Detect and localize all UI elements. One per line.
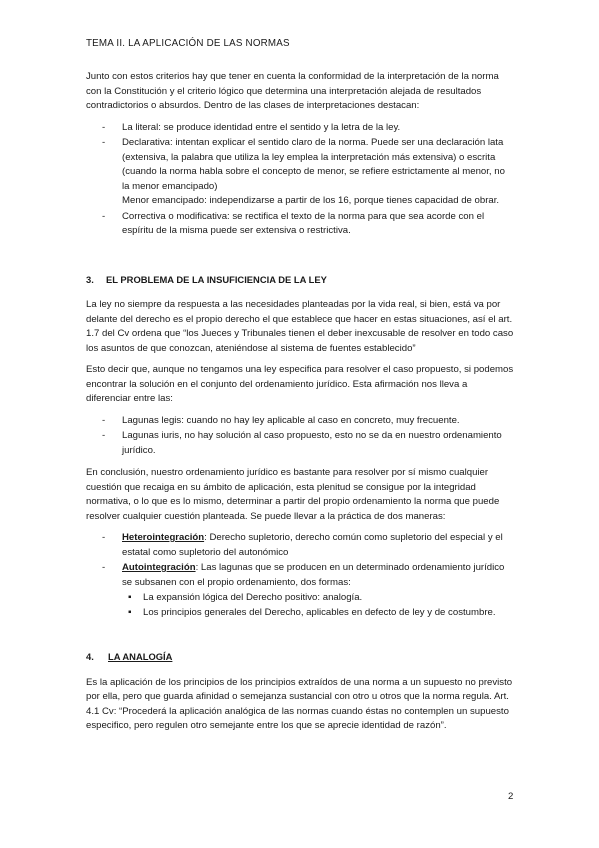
- paragraph: Esto decir que, aunque no tengamos una ley especifica para resolver el caso propuesto, si podemos encontrar la solución en el conjunto del ordenamiento jurídico. Esta afirmación nos lleva a diferenciar entre las:: [86, 364, 514, 404]
- section-title: LA ANALOGÍA: [108, 651, 173, 662]
- list-item: [86, 210, 514, 239]
- list-item-text: : Derecho supletorio, derecho común como supletorio del especial y el estatal como supletorio del autonómico: [122, 532, 503, 558]
- list-item-text: Declarativa: intentan explicar el sentido claro de la norma. Puede ser una declaración lata (extensiva, la palabra que utiliza la ley emplea la interpretación más extensiva) o escrita (cuando la norma habla sobre el concepto de menor, se refiere estrictamente al menor, no la menor emancipado): [122, 137, 505, 192]
- paragraph: La ley no siempre da respuesta a las necesidades planteadas por la vida real, si bien, está va por delante del derecho es el propio derecho el que establece que hacer en estas situaciones, así el art. 1.7 del Cv ordena que “los Jueces y Tribunales tienen el deber inexcusable de resolver en todo caso los asuntos de que conozcan, ateniéndose al sistema de fuentes establecido”: [86, 299, 514, 354]
- paragraph: En conclusión, nuestro ordenamiento jurídico es bastante para resolver por sí mismo cualquier cuestión que recaiga en su ámbito de aplicación, esta plenitud se consigue por la integridad normativa, o lo que es lo mismo, determinar a partir del propio ordenamiento la norma que puede resolver cualquier cuestión planteada. Se puede llevar a la práctica de dos maneras:: [86, 467, 500, 522]
- section-heading-3: [86, 273, 514, 288]
- section-number: 3.: [86, 273, 94, 285]
- term: Autointegración: [122, 562, 196, 573]
- list-item-text: : Las lagunas que se producen en un determinado ordenamiento jurídico se subsanen con el propio ordenamiento, dos formas:: [122, 562, 505, 588]
- sub-list-item: ▪ Los principios generales del Derecho, aplicables en defecto de ley y de costumbre.: [122, 606, 514, 621]
- term: Heterointegración: [122, 532, 205, 543]
- section-number: 4.: [86, 651, 94, 662]
- list-item: [86, 136, 514, 209]
- list-item: [86, 121, 514, 136]
- intro-paragraph: Junto con estos criterios hay que tener en cuenta la conformidad de la interpretación de la norma con la Constitución y el criterio lógico que determina una interpretación alejada de resultados contradictorios o absurdos. Dentro de las clases de interpretaciones destacan:: [86, 71, 499, 111]
- running-header: TEMA II. LA APLICACIÓN DE LAS NORMAS: [86, 38, 290, 49]
- page-number: 2: [508, 791, 514, 802]
- list-item: [86, 531, 514, 560]
- list-item: - Lagunas iuris, no hay solución al caso propuesto, esto no se da en nuestro ordenamiento jurídico.: [86, 429, 514, 458]
- list-item: - Lagunas legis: cuando no hay ley aplicable al caso en concreto, muy frecuente.: [86, 414, 514, 429]
- list-item-note: Menor emancipado: independizarse a partir de los 16, porque tienes capacidad de obrar.: [122, 195, 500, 206]
- page-content: [86, 70, 514, 741]
- lagunas-list: [86, 414, 514, 459]
- interpretation-list: [86, 121, 514, 239]
- list-item: [86, 561, 514, 620]
- integration-list: [86, 531, 514, 620]
- section-heading-4: [86, 650, 514, 665]
- sub-list-item: ▪ La expansión lógica del Derecho positivo: analogía.: [122, 591, 514, 606]
- sub-list: [122, 591, 514, 620]
- list-item-text: La literal: se produce identidad entre el sentido y la letra de la ley.: [122, 121, 401, 133]
- section-title: EL PROBLEMA DE LA INSUFICIENCIA DE LA LEY: [106, 273, 327, 285]
- paragraph: Es la aplicación de los principios de los principios extraídos de una norma a un supuesto no previsto por ella, pero que guarda afinidad o semejanza sustancial con otro u otros que la norma regula. Art. 4.1 Cv: “Procederá la aplicación analógica de las normas cuando éstas no contemplen un supuesto especifico, pero regulen otro semejante entre los que se aprecie identidad de razón”.: [86, 676, 513, 731]
- list-item-text: Correctiva o modificativa: se rectifica el texto de la norma para que sea acorde con el espíritu de la misma puede ser extensiva o restrictiva.: [122, 210, 485, 236]
